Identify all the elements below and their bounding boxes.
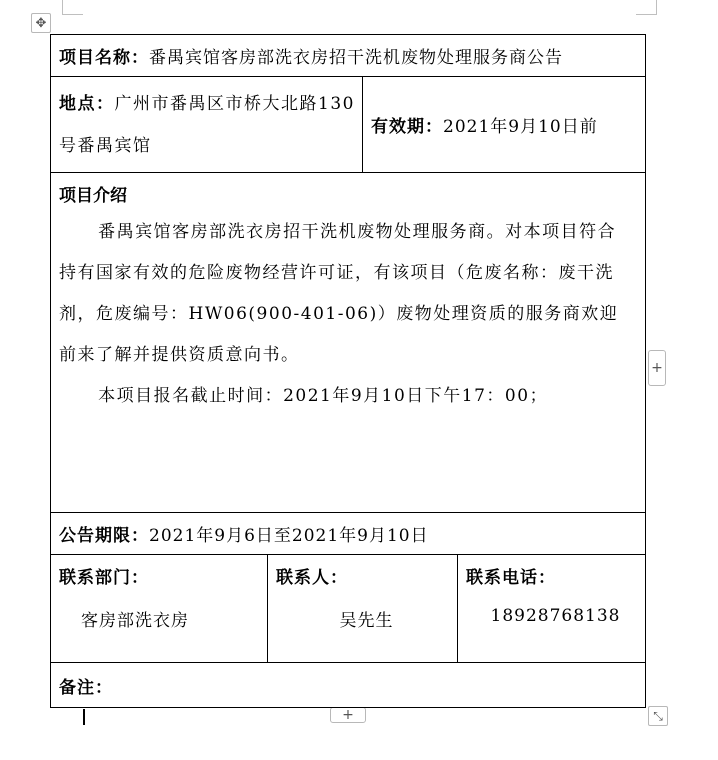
text-cursor bbox=[83, 709, 85, 725]
location-cell[interactable] bbox=[51, 77, 363, 172]
contact-phone-cell[interactable] bbox=[458, 555, 645, 662]
table-move-handle-icon[interactable]: ✥ bbox=[31, 13, 51, 33]
location-value: 广州市番禺区市桥大北路130号番禺宾馆 bbox=[59, 94, 355, 156]
contact-person-cell[interactable] bbox=[268, 555, 458, 662]
notice-period-label: 公告期限： bbox=[59, 526, 149, 546]
corner-mark-left bbox=[62, 0, 83, 15]
remarks-row bbox=[51, 663, 645, 707]
validity-value: 2021年9月10日前 bbox=[443, 117, 598, 137]
contact-person-label: 联系人： bbox=[276, 568, 348, 588]
validity-cell[interactable] bbox=[363, 77, 645, 172]
corner-mark-right bbox=[636, 0, 657, 15]
project-name-value: 番禺宾馆客房部洗衣房招干洗机废物处理服务商公告 bbox=[149, 48, 563, 68]
contact-dept-cell[interactable] bbox=[51, 555, 268, 662]
validity-label: 有效期： bbox=[371, 117, 443, 137]
intro-title: 项目介绍 bbox=[59, 186, 127, 206]
location-row bbox=[51, 77, 645, 173]
add-column-button[interactable]: + bbox=[648, 350, 666, 386]
intro-paragraph-2: 本项目报名截止时间：2021年9月10日下午17：00； bbox=[98, 386, 549, 406]
contact-dept-label: 联系部门： bbox=[59, 568, 149, 588]
project-name-label: 项目名称： bbox=[59, 48, 149, 68]
remarks-label[interactable]: 备注： bbox=[59, 677, 113, 698]
add-row-button[interactable]: + bbox=[330, 707, 366, 723]
contact-row bbox=[51, 555, 645, 663]
contact-phone-label: 联系电话： bbox=[466, 568, 556, 588]
notice-table bbox=[50, 34, 646, 708]
notice-period-cell[interactable] bbox=[51, 521, 429, 546]
project-name-row bbox=[51, 35, 645, 77]
notice-period-row bbox=[51, 513, 645, 555]
table-resize-handle-icon[interactable]: ⤡ bbox=[648, 706, 668, 726]
notice-period-value: 2021年9月6日至2021年9月10日 bbox=[149, 526, 429, 546]
contact-person-value: 吴先生 bbox=[339, 611, 394, 631]
project-name-cell[interactable] bbox=[51, 43, 563, 68]
contact-dept-value: 客房部洗衣房 bbox=[81, 611, 189, 631]
location-label: 地点： bbox=[59, 94, 115, 114]
intro-paragraph-1: 番禺宾馆客房部洗衣房招干洗机废物处理服务商。对本项目符合持有国家有效的危险废物经营许可证，有该项目（危废名称：废干洗剂，危废编号：HW06(900-401-06)）废物处理资质的服务商欢迎前来了解并提供资质意向书。 bbox=[59, 222, 619, 365]
contact-phone-value: 18928768138 bbox=[490, 606, 621, 626]
intro-row[interactable] bbox=[51, 173, 645, 513]
